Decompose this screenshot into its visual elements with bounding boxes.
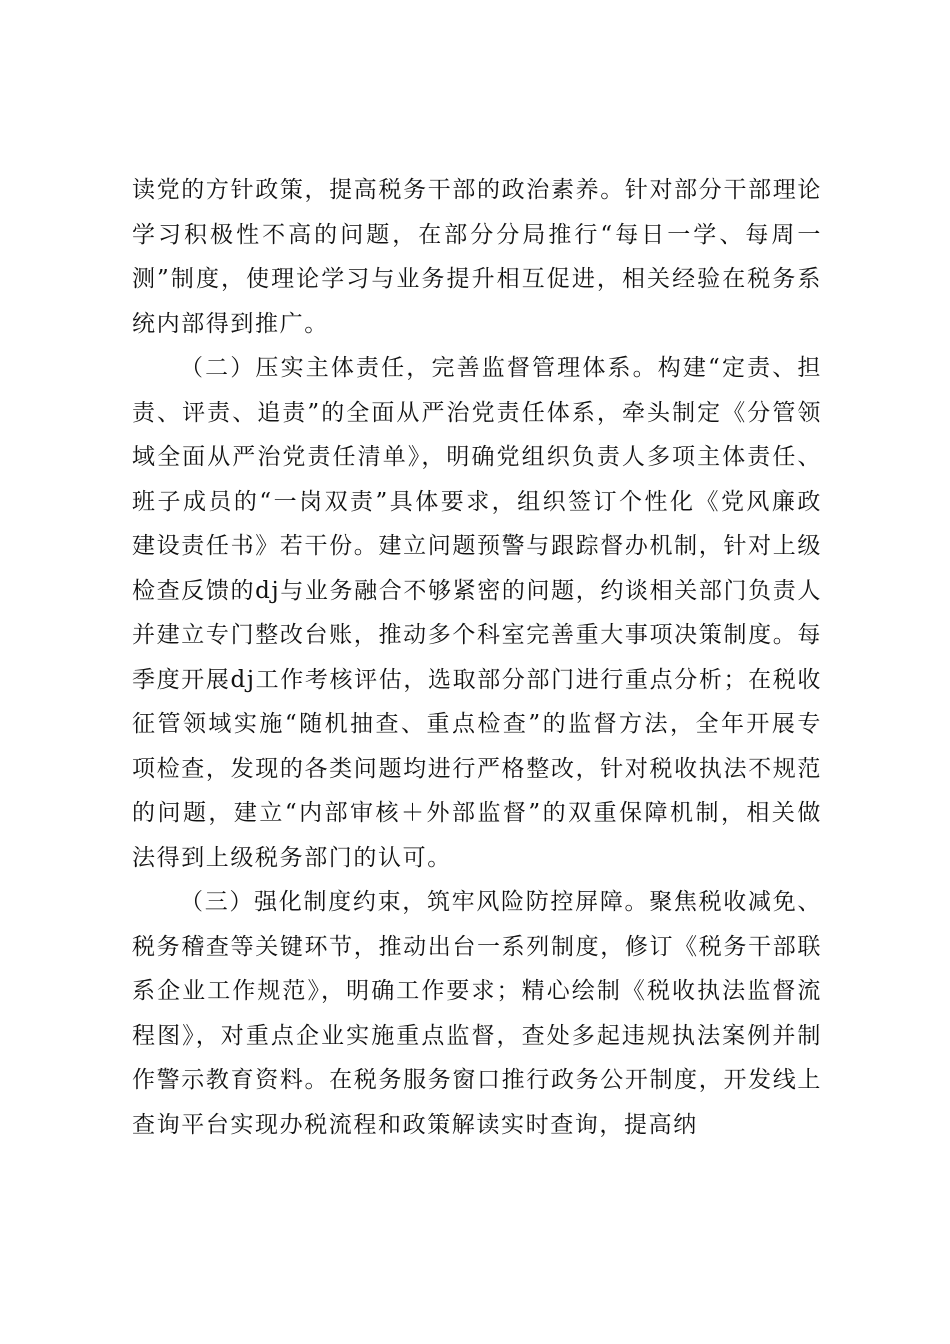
document-body	[132, 168, 822, 1147]
paragraph-continuation: 读党的方针政策，提高税务干部的政治素养。针对部分干部理论学习积极性不高的问题，在部分分局推行“每日一学、每周一测”制度，使理论学习与业务提升相互促进，相关经验在税务系统内部得到推广。	[132, 177, 822, 337]
paragraph-section-three: （三）强化制度约束，筑牢风险防控屏障。聚焦税收减免、税务稽查等关键环节，推动出台一系列制度，修订《税务干部联系企业工作规范》，明确工作要求；精心绘制《税收执法监督流程图》，对重点企业实施重点监督，查处多起违规执法案例并制作警示教育资料。在税务服务窗口推行政务公开制度，开发线上查询平台实现办税流程和政策解读实时查询，提高纳	[132, 889, 822, 1138]
paragraph-section-two: （二）压实主体责任，完善监督管理体系。构建“定责、担责、评责、追责”的全面从严治党责任体系，牵头制定《分管领域全面从严治党责任清单》，明确党组织负责人多项主体责任、班子成员的“一岗双责”具体要求，组织签订个性化《党风廉政建设责任书》若干份。建立问题预警与跟踪督办机制，针对上级检查反馈的dj与业务融合不够紧密的问题，约谈相关部门负责人并建立专门整改台账，推动多个科室完善重大事项决策制度。每季度开展dj工作考核评估，选取部分部门进行重点分析；在税收征管领域实施“随机抽查、重点检查”的监督方法，全年开展专项检查，发现的各类问题均进行严格整改，针对税收执法不规范的问题，建立“内部审核＋外部监督”的双重保障机制，相关做法得到上级税务部门的认可。	[132, 355, 822, 871]
